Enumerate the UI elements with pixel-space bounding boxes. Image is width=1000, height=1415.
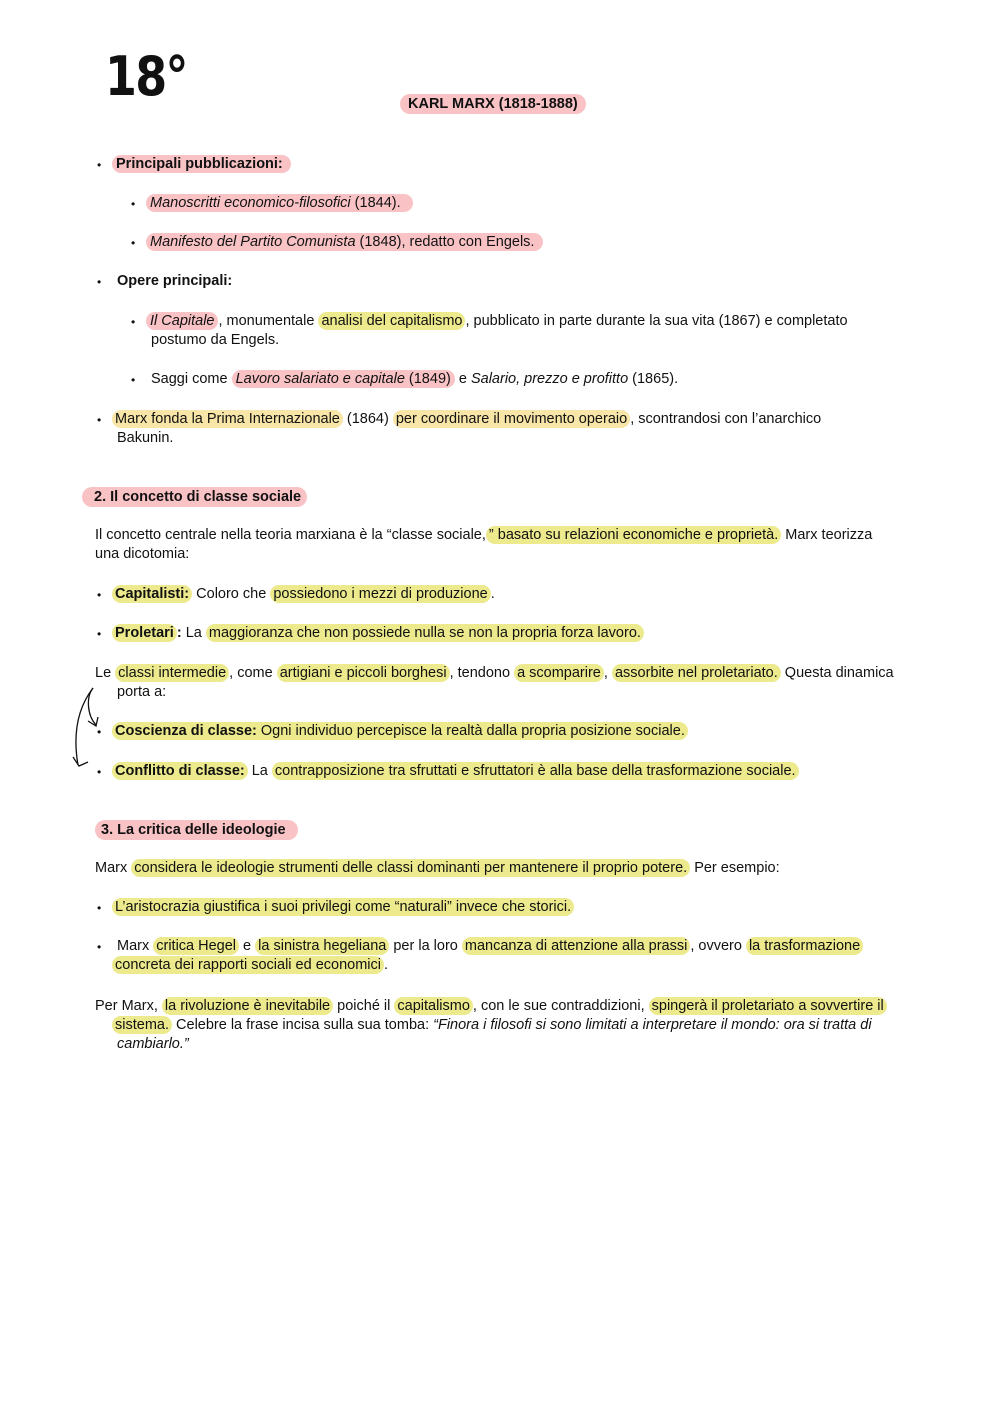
class-conflict-item: Conflitto di classe: La contrapposizione tra sfruttati e sfruttatori è alla base della trasformazione sociale. (112, 762, 799, 781)
bullet: • (97, 275, 102, 289)
section-3-paragraph-2: Per Marx, la rivoluzione è inevitabile poiché il capitalismo , con le sue contraddizioni, spingerà il proletariato a sovvertire il (95, 997, 887, 1016)
bullet: • (97, 901, 102, 915)
section-2-paragraph-1-cont: una dicotomia: (95, 546, 190, 562)
proletarians-item: Proletari : La maggioranza che non possiede nulla se non la propria forza lavoro. (112, 624, 644, 643)
bullet: • (97, 627, 102, 641)
bullet: • (97, 765, 102, 779)
section-2-heading: 2. Il concetto di classe sociale (82, 488, 307, 507)
class-consciousness-item: Coscienza di classe: Ogni individuo percepisce la realtà dalla propria posizione sociale. (112, 722, 688, 741)
section-2-paragraph-2-cont: porta a: (117, 684, 167, 700)
works-heading: Opere principali: (117, 273, 233, 289)
section-3-paragraph-1: Marx considera le ideologie strumenti delle classi dominanti per mantenere il proprio potere. Per esempio: (95, 860, 780, 876)
capitalists-item: Capitalisti: Coloro che possiedono i mezzi di produzione . (112, 585, 495, 604)
section-2-paragraph-1: Il concetto centrale nella teoria marxiana è la “classe sociale, ” basato su relazioni economiche e proprietà. Marx teorizza (95, 527, 873, 543)
handwritten-page-number: 18° (105, 45, 187, 108)
hegel-critique-item-cont: concreta dei rapporti sociali ed economici . (112, 956, 388, 975)
international-item-cont: Bakunin. (117, 430, 174, 446)
aristocracy-item: L’aristocrazia giustifica i suoi privilegi come “naturali” invece che storici. (112, 898, 574, 917)
bullet: • (97, 158, 102, 172)
international-item: Marx fonda la Prima Internazionale (1864) per coordinare il movimento operaio , scontrandosi con l’anarchico (112, 410, 821, 429)
work-item-1: Il Capitale , monumentale analisi del capitalismo , pubblicato in parte durante la sua vita (1867) e completato (146, 312, 848, 331)
bullet: • (131, 373, 136, 387)
publications-heading: Principali pubblicazioni: (112, 155, 291, 174)
title-highlight: KARL MARX (1818-1888) (400, 94, 586, 114)
bullet: • (97, 725, 102, 739)
bullet: • (131, 197, 136, 211)
section-3-heading: 3. La critica delle ideologie (95, 821, 298, 840)
publication-item-1: Manoscritti economico-filosofici (1844). (146, 194, 413, 213)
work-item-2: Saggi come Lavoro salariato e capitale (1849) e Salario, prezzo e profitto (1865). (151, 371, 679, 387)
bullet: • (97, 940, 102, 954)
work-item-1-cont: postumo da Engels. (151, 332, 280, 348)
page-title (400, 95, 586, 114)
marx-quote-end: cambiarlo.” (117, 1036, 189, 1052)
bullet: • (131, 315, 136, 329)
bullet: • (97, 413, 102, 427)
bullet: • (97, 588, 102, 602)
section-3-paragraph-2-cont: sistema. Celebre la frase incisa sulla sua tomba: “Finora i filosofi si sono limitati a interpretare il mondo: ora si tratta di (112, 1016, 872, 1035)
hegel-critique-item: Marx critica Hegel e la sinistra hegeliana per la loro mancanza di attenzione alla prassi , ovvero la trasformazione (117, 937, 863, 956)
handwritten-arrow-icon (70, 685, 110, 775)
publication-item-2: Manifesto del Partito Comunista (1848), redatto con Engels. (146, 233, 543, 252)
section-2-paragraph-2: Le classi intermedie , come artigiani e piccoli borghesi , tendono a scomparire , assorbite nel proletariato. Questa dinamica (95, 665, 894, 681)
bullet: • (131, 236, 136, 250)
